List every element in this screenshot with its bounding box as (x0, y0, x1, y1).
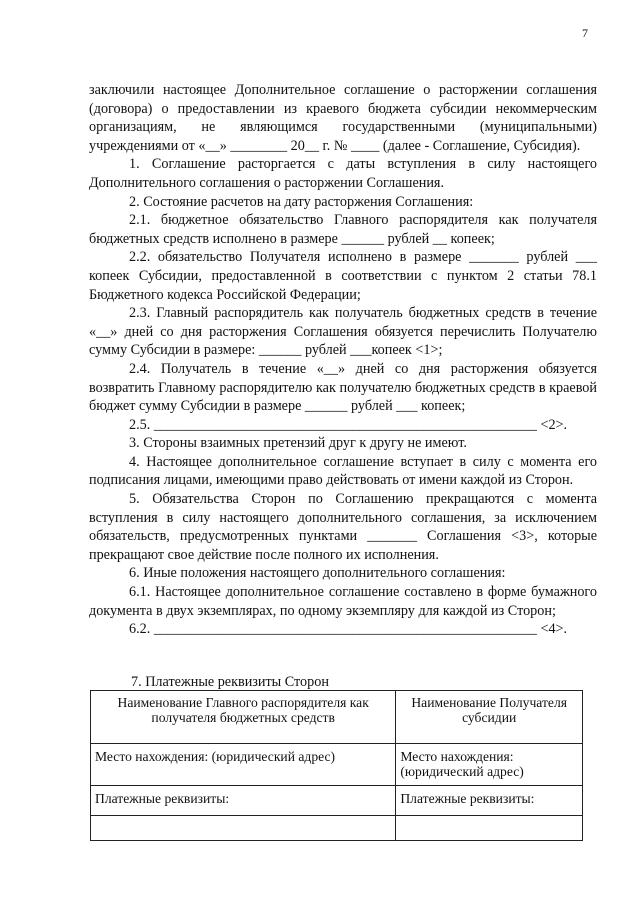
paragraph-5: 5. Обязательства Сторон по Соглашению прекращаются с момента вступления в силу настоящего дополнительного соглашения, за исключением обязательств, предусмотренных пунктами _______ Соглашения <3>, которые прекращают свое действие после полного их исполнения. (89, 491, 597, 563)
paragraph-2-2: 2.2. обязательство Получателя исполнено в размере _______ рублей ___ копеек Субсидии, предоставленной в соответствии с пунктом 2 статьи 78.1 Бюджетного кодекса Российской Федерации; (89, 249, 597, 303)
paragraph-2: 2. Состояние расчетов на дату расторжения Соглашения: (129, 193, 474, 210)
table-row (91, 816, 583, 841)
document-body (89, 81, 597, 639)
page-number: 7 (582, 26, 588, 40)
table-header-cell: Наименование Главного распорядителя как получателя бюджетных средств (91, 691, 396, 744)
table-header-cell: Наименование Получателя субсидии (396, 691, 583, 744)
table-cell: Место нахождения: (юридический адрес) (396, 744, 583, 786)
paragraph-2-4: 2.4. Получатель в течение «__» дней со дня расторжения обязуется возвратить Главному распорядителю как получателю бюджетных средств в краевой бюджет сумму Субсидии в размере ______ рублей ___ копеек; (89, 360, 597, 415)
paragraph-2-5: 2.5. ______________________________________________________ <2>. (129, 416, 568, 433)
paragraph-intro: заключили настоящее Дополнительное соглашение о расторжении соглашения (договора) о предоставлении из краевого бюджета субсидии некоммерческим организациям, не являющимся государственными (муниципальными) учреждениями от «__» ________ 20__ г. № ____ (далее - Соглашение, Субсидия). (89, 82, 597, 154)
paragraph-1: 1. Соглашение расторгается с даты вступления в силу настоящего Дополнительного соглашения о расторжении Соглашения. (89, 156, 597, 191)
paragraph-6-2: 6.2. ______________________________________________________ <4>. (129, 621, 568, 638)
paragraph-4: 4. Настоящее дополнительное соглашение вступает в силу с момента его подписания лицами, имеющими право действовать от имени каждой из Сторон. (89, 453, 597, 489)
table-title: 7. Платежные реквизиты Сторон (131, 674, 329, 690)
paragraph-6: 6. Иные положения настоящего дополнительного соглашения: (129, 565, 506, 582)
paragraph-3: 3. Стороны взаимных претензий друг к другу не имеют. (129, 435, 467, 452)
table-cell: Платежные реквизиты: (91, 786, 396, 816)
table-row (91, 786, 583, 816)
paragraph-6-1: 6.1. Настоящее дополнительное соглашение составлено в форме бумажного документа в двух экземплярах, по одному экземпляру для каждой из Сторон; (89, 584, 597, 619)
paragraph-2-1: 2.1. бюджетное обязательство Главного распорядителя как получателя бюджетных средств исполнено в размере ______ рублей __ копеек; (89, 212, 597, 247)
table-cell: Место нахождения: (юридический адрес) (91, 744, 396, 786)
table-cell (91, 816, 396, 841)
table-header-row (91, 691, 583, 744)
table-row (91, 744, 583, 786)
table-cell (396, 816, 583, 841)
payment-details-table (90, 690, 583, 841)
paragraph-2-3: 2.3. Главный распорядитель как получатель бюджетных средств в течение «__» дней со дня расторжения Соглашения обязуется перечислить Получателю сумму Субсидии в размере: ______ рублей ___копеек <1>; (89, 305, 597, 359)
table-cell: Платежные реквизиты: (396, 786, 583, 816)
